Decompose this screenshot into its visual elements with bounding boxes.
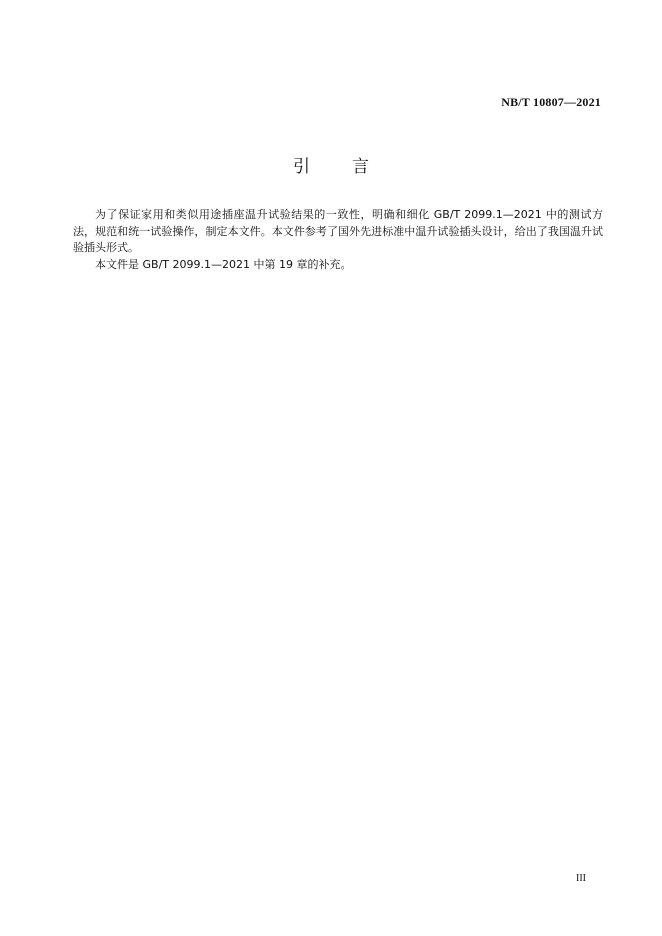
section-title xyxy=(0,152,662,177)
title-char-1: 引 xyxy=(293,157,310,177)
title-char-2: 言 xyxy=(352,157,369,177)
page-number: III xyxy=(576,873,586,884)
paragraph-2: 本文件是 GB/T 2099.1—2021 中第 19 章的补充。 xyxy=(95,257,352,271)
paragraph-1: 为了保证家用和类似用途插座温升试验结果的一致性，明确和细化 GB/T 2099.1—2021 中的测试方法，规范和统一试验操作，制定本文件。本文件参考了国外先进标准中温升试验插头设计，给出了我国温升试验插头形式。 xyxy=(73,208,603,254)
introduction-body xyxy=(73,207,603,273)
document-number: NB/T 10807—2021 xyxy=(501,95,601,109)
